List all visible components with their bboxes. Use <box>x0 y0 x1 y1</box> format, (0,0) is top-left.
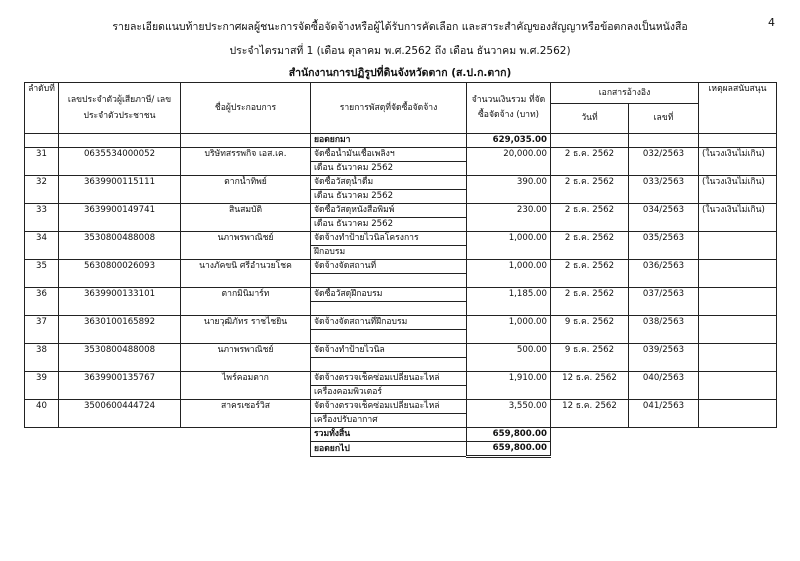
row-reason <box>699 260 777 274</box>
table-row <box>25 344 777 358</box>
row-amount: 1,910.00 <box>467 372 551 386</box>
row-item: จัดซื้อวัสดุน้ำดื่ม <box>311 176 467 190</box>
row-docno: 035/2563 <box>629 232 699 246</box>
row-vendor: นภาพรพาณิชย์ <box>181 344 311 358</box>
row-amount: 20,000.00 <box>467 148 551 162</box>
row-docno: 033/2563 <box>629 176 699 190</box>
row-taxid: 3639900135767 <box>59 372 181 386</box>
col-header-item: รายการพัสดุที่จัดซื้อจัดจ้าง <box>311 83 467 134</box>
row-docno: 036/2563 <box>629 260 699 274</box>
row-date: 2 ธ.ค. 2562 <box>551 260 629 274</box>
col-header-amount: จำนวนเงินรวม ที่จัดซื้อจัดจ้าง (บาท) <box>467 83 551 134</box>
col-header-vendor: ชื่อผู้ประกอบการ <box>181 83 311 134</box>
row-amount: 1,000.00 <box>467 232 551 246</box>
row-docno: 032/2563 <box>629 148 699 162</box>
total-row <box>25 428 777 442</box>
row-taxid: 3639900115111 <box>59 176 181 190</box>
row-number: 34 <box>25 232 59 246</box>
row-docno: 037/2563 <box>629 288 699 302</box>
row-taxid: 0635534000052 <box>59 148 181 162</box>
col-header-docno: เลขที่ <box>629 104 699 134</box>
row-taxid: 3530800488008 <box>59 344 181 358</box>
document-office: สำนักงานการปฏิรูปที่ดินจังหวัดตาก (ส.ป.ก.ตาก) <box>288 67 512 79</box>
col-header-reason: เหตุผลสนับสนุน <box>699 83 777 134</box>
row-item-detail: เครื่องคอมพิวเตอร์ <box>311 386 467 400</box>
carried-forward-label: ยอดยกมา <box>311 134 467 148</box>
row-vendor: นายวุฒิภัทร ราชไชยิน <box>181 316 311 330</box>
row-date: 2 ธ.ค. 2562 <box>551 204 629 218</box>
table-row <box>25 148 777 162</box>
row-item-detail <box>311 274 467 288</box>
row-taxid: 3630100165892 <box>59 316 181 330</box>
row-item: จัดจ้างทำป้ายไวนิลโครงการ <box>311 232 467 246</box>
row-number: 35 <box>25 260 59 274</box>
row-item: จัดจ้างตรวจเช็คซ่อมเปลี่ยนอะไหล่ <box>311 400 467 414</box>
table-row-continuation <box>25 386 777 400</box>
row-reason <box>699 344 777 358</box>
document-period: ประจำไตรมาสที่ 1 (เดือน ตุลาคม พ.ศ.2562 ถึง เดือน ธันวาคม พ.ศ.2562) <box>229 45 571 57</box>
table-row <box>25 400 777 414</box>
row-item-detail <box>311 330 467 344</box>
row-item-detail <box>311 302 467 316</box>
total-amount: 659,800.00 <box>467 428 551 442</box>
row-amount: 390.00 <box>467 176 551 190</box>
row-item-detail: เดือน ธันวาคม 2562 <box>311 218 467 232</box>
row-docno: 034/2563 <box>629 204 699 218</box>
col-header-date: วันที่ <box>551 104 629 134</box>
table-row-continuation <box>25 274 777 288</box>
row-amount: 1,000.00 <box>467 316 551 330</box>
table-row-continuation <box>25 358 777 372</box>
row-number: 32 <box>25 176 59 190</box>
row-number: 33 <box>25 204 59 218</box>
row-vendor: นภาพรพาณิชย์ <box>181 232 311 246</box>
row-date: 12 ธ.ค. 2562 <box>551 400 629 414</box>
document-title: รายละเอียดแนบท้ายประกาศผลผู้ชนะการจัดซื้อจัดจ้างหรือผู้ได้รับการคัดเลือก และสาระสำคัญของสัญญาหรือข้อตกลงเป็นหนังสือ <box>112 21 688 33</box>
table-row <box>25 316 777 330</box>
row-vendor: ไพร์คอมตาก <box>181 372 311 386</box>
row-amount: 230.00 <box>467 204 551 218</box>
row-docno: 040/2563 <box>629 372 699 386</box>
row-reason: (ในวงเงินไม่เกิน) <box>699 176 777 190</box>
table-row <box>25 232 777 246</box>
row-taxid: 3530800488008 <box>59 232 181 246</box>
row-item-detail: เครื่องปรับอากาศ <box>311 414 467 428</box>
table-row-continuation <box>25 218 777 232</box>
row-item-detail: ฝึกอบรม <box>311 246 467 260</box>
row-item-detail <box>311 358 467 372</box>
carried-over-label: ยอดยกไป <box>311 442 467 457</box>
row-number: 39 <box>25 372 59 386</box>
row-reason: (ในวงเงินไม่เกิน) <box>699 204 777 218</box>
row-number: 31 <box>25 148 59 162</box>
page-number: 4 <box>768 16 775 29</box>
row-number: 38 <box>25 344 59 358</box>
row-date: 2 ธ.ค. 2562 <box>551 148 629 162</box>
row-reason <box>699 288 777 302</box>
row-reason <box>699 316 777 330</box>
row-docno: 038/2563 <box>629 316 699 330</box>
row-amount: 500.00 <box>467 344 551 358</box>
row-item: จัดจ้างทำป้ายไวนิล <box>311 344 467 358</box>
table-row <box>25 176 777 190</box>
row-item: จัดซื้อน้ำมันเชื้อเพลิงฯ <box>311 148 467 162</box>
row-item: จัดจ้างตรวจเช็คซ่อมเปลี่ยนอะไหล่ <box>311 372 467 386</box>
row-amount: 1,000.00 <box>467 260 551 274</box>
table-row-continuation <box>25 190 777 204</box>
row-reason <box>699 372 777 386</box>
row-number: 37 <box>25 316 59 330</box>
row-item: จัดจ้างจัดสถานที่ <box>311 260 467 274</box>
row-amount: 3,550.00 <box>467 400 551 414</box>
carried-forward-amount: 629,035.00 <box>467 134 551 148</box>
row-vendor: บริษัทสรรพกิจ เอส.เค. <box>181 148 311 162</box>
row-docno: 041/2563 <box>629 400 699 414</box>
row-vendor: ตากน้ำทิพย์ <box>181 176 311 190</box>
row-date: 12 ธ.ค. 2562 <box>551 372 629 386</box>
row-reason: (ในวงเงินไม่เกิน) <box>699 148 777 162</box>
table-row-continuation <box>25 330 777 344</box>
row-date: 2 ธ.ค. 2562 <box>551 232 629 246</box>
table-row <box>25 288 777 302</box>
row-item-detail: เดือน ธันวาคม 2562 <box>311 190 467 204</box>
col-header-taxid: เลขประจำตัวผู้เสียภาษี/ เลขประจำตัวประชาชน <box>59 83 181 134</box>
table-row <box>25 260 777 274</box>
row-taxid: 3639900133101 <box>59 288 181 302</box>
col-header-no: ลำดับที่ <box>25 83 59 134</box>
row-item: จัดจ้างจัดสถานที่ฝึกอบรม <box>311 316 467 330</box>
table-row <box>25 204 777 218</box>
carried-over-row <box>25 442 777 457</box>
table-row-continuation <box>25 302 777 316</box>
row-vendor: สินสมบัติ <box>181 204 311 218</box>
row-date: 2 ธ.ค. 2562 <box>551 288 629 302</box>
row-item: จัดซื้อวัสดุฝึกอบรม <box>311 288 467 302</box>
row-date: 9 ธ.ค. 2562 <box>551 316 629 330</box>
row-item: จัดซื้อวัสดุหนังสือพิมพ์ <box>311 204 467 218</box>
carried-over-amount: 659,800.00 <box>467 442 551 457</box>
table-row-continuation <box>25 414 777 428</box>
row-amount: 1,185.00 <box>467 288 551 302</box>
row-reason <box>699 400 777 414</box>
row-date: 9 ธ.ค. 2562 <box>551 344 629 358</box>
row-number: 40 <box>25 400 59 414</box>
row-docno: 039/2563 <box>629 344 699 358</box>
row-number: 36 <box>25 288 59 302</box>
row-vendor: สาครเซอร์วิส <box>181 400 311 414</box>
table-row <box>25 372 777 386</box>
col-header-ref: เอกสารอ้างอิง <box>551 83 699 104</box>
row-reason <box>699 232 777 246</box>
table-row-continuation <box>25 246 777 260</box>
table-row-continuation <box>25 162 777 176</box>
row-vendor: ตากมินิมาร์ท <box>181 288 311 302</box>
procurement-table <box>24 82 777 458</box>
row-date: 2 ธ.ค. 2562 <box>551 176 629 190</box>
row-item-detail: เดือน ธันวาคม 2562 <box>311 162 467 176</box>
row-taxid: 3500600444724 <box>59 400 181 414</box>
row-taxid: 3639900149741 <box>59 204 181 218</box>
row-vendor: นางภัคขนิ ศรีอำนวยโชค <box>181 260 311 274</box>
carried-forward-row <box>25 134 777 148</box>
total-label: รวมทั้งสิ้น <box>311 428 467 442</box>
row-taxid: 5630800026093 <box>59 260 181 274</box>
